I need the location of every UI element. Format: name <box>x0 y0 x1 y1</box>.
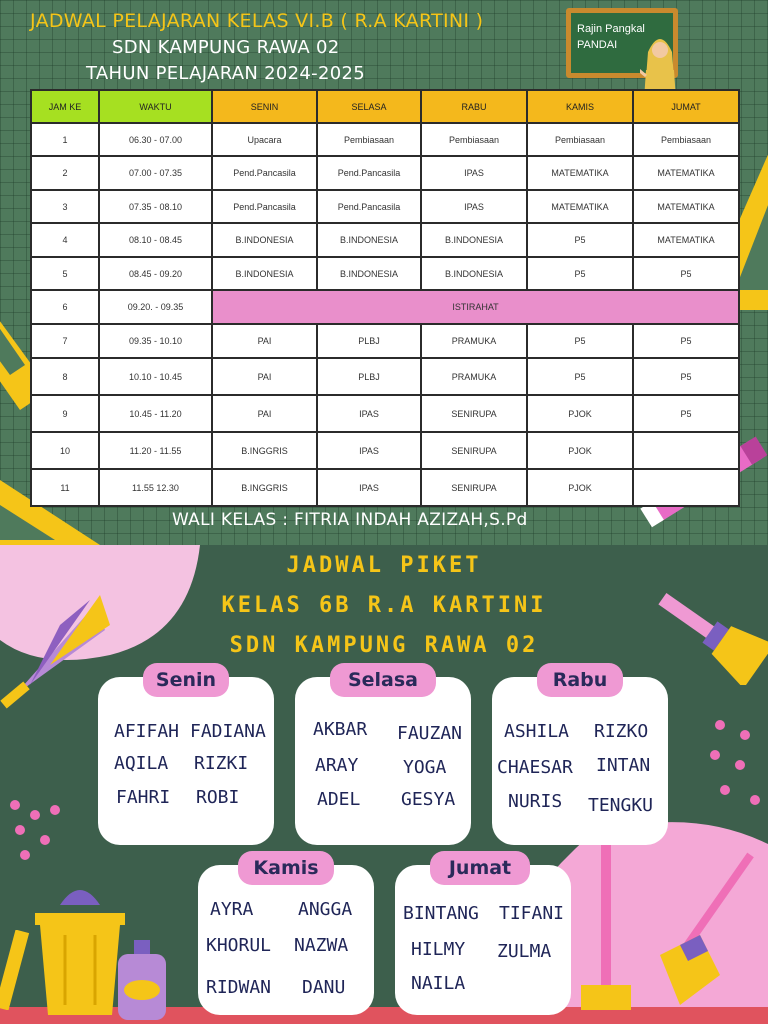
subject-cell: P5 <box>633 358 739 395</box>
subject-cell: MATEMATIKA <box>633 190 739 223</box>
day-label-rabu: Rabu <box>537 663 623 697</box>
subject-cell: Pend.Pancasila <box>317 156 421 190</box>
subject-cell: P5 <box>527 324 633 358</box>
picket-card-selasa <box>295 669 471 845</box>
period-number: 4 <box>31 223 99 257</box>
subject-cell: Upacara <box>212 123 317 156</box>
period-time: 06.30 - 07.00 <box>99 123 212 156</box>
subject-cell: IPAS <box>317 395 421 432</box>
student-name: FAUZAN <box>397 723 463 744</box>
student-name: ANGGA <box>298 899 353 920</box>
student-name: AKBAR <box>313 719 368 740</box>
schedule-row <box>31 223 739 257</box>
header-waktu: WAKTU <box>99 90 212 123</box>
student-name: ROBI <box>196 787 240 808</box>
subject-cell: MATEMATIKA <box>633 223 739 257</box>
student-name: NAZWA <box>294 935 349 956</box>
subject-cell: PLBJ <box>317 324 421 358</box>
student-name: HILMY <box>411 939 466 960</box>
header-jumat: JUMAT <box>633 90 739 123</box>
schedule-row <box>31 324 739 358</box>
subject-cell: PLBJ <box>317 358 421 395</box>
subject-cell: PJOK <box>527 432 633 469</box>
school-name: SDN KAMPUNG RAWA 02 <box>112 37 340 58</box>
subject-cell: P5 <box>633 257 739 290</box>
student-name: ZULMA <box>497 941 552 962</box>
period-time: 10.45 - 11.20 <box>99 395 212 432</box>
subject-cell: B.INGGRIS <box>212 432 317 469</box>
period-time: 08.10 - 08.45 <box>99 223 212 257</box>
header-senin: SENIN <box>212 90 317 123</box>
period-number: 3 <box>31 190 99 223</box>
subject-cell: P5 <box>527 223 633 257</box>
subject-cell: SENIRUPA <box>421 469 527 506</box>
picket-class: KELAS 6B R.A KARTINI <box>221 593 547 618</box>
picket-card-jumat <box>395 857 571 1015</box>
header-rabu: RABU <box>421 90 527 123</box>
period-number: 7 <box>31 324 99 358</box>
student-name: NURIS <box>508 791 563 812</box>
schedule-row <box>31 123 739 156</box>
student-name: KHORUL <box>206 935 272 956</box>
schedule-row <box>31 395 739 432</box>
student-name: CHAESAR <box>497 757 573 778</box>
schedule-body <box>31 123 739 506</box>
header-jam-ke: JAM KE <box>31 90 99 123</box>
subject-cell: PRAMUKA <box>421 358 527 395</box>
subject-cell: B.INDONESIA <box>421 257 527 290</box>
broom-icon <box>640 845 768 1015</box>
student-name: INTAN <box>596 755 651 776</box>
subject-cell: MATEMATIKA <box>527 190 633 223</box>
period-time: 09.20. - 09.35 <box>99 290 212 324</box>
schedule-row <box>31 432 739 469</box>
period-time: 11.55 12.30 <box>99 469 212 506</box>
period-time: 10.10 - 10.45 <box>99 358 212 395</box>
student-name: YOGA <box>403 757 447 778</box>
schedule-row <box>31 156 739 190</box>
subject-cell: P5 <box>633 395 739 432</box>
period-number: 2 <box>31 156 99 190</box>
schedule-header-row <box>31 90 739 123</box>
subject-cell: PJOK <box>527 469 633 506</box>
picket-card-rabu <box>492 669 668 845</box>
period-number: 5 <box>31 257 99 290</box>
picket-card-senin <box>98 669 274 845</box>
subject-cell: IPAS <box>421 190 527 223</box>
student-name: AYRA <box>210 899 254 920</box>
student-name: ADEL <box>317 789 361 810</box>
day-label-jumat: Jumat <box>430 851 530 885</box>
student-name: RIDWAN <box>206 977 272 998</box>
student-name: TIFANI <box>499 903 565 924</box>
student-name: GESYA <box>401 789 456 810</box>
subject-cell: B.INDONESIA <box>421 223 527 257</box>
picket-school: SDN KAMPUNG RAWA 02 <box>229 633 539 658</box>
school-year: TAHUN PELAJARAN 2024-2025 <box>86 63 365 84</box>
subject-cell: P5 <box>633 324 739 358</box>
schedule-row <box>31 469 739 506</box>
period-number: 6 <box>31 290 99 324</box>
subject-cell: Pend.Pancasila <box>212 156 317 190</box>
subject-cell: B.INDONESIA <box>317 257 421 290</box>
student-name: RIZKI <box>194 753 249 774</box>
period-time: 08.45 - 09.20 <box>99 257 212 290</box>
subject-cell: Pembiasaan <box>421 123 527 156</box>
subject-cell: B.INGGRIS <box>212 469 317 506</box>
subject-cell: Pembiasaan <box>317 123 421 156</box>
student-name: RIZKO <box>594 721 649 742</box>
board-line-1: Rajin Pangkal <box>577 23 645 35</box>
subject-cell: B.INDONESIA <box>212 223 317 257</box>
day-label-senin: Senin <box>143 663 229 697</box>
subject-cell: SENIRUPA <box>421 395 527 432</box>
subject-cell: PRAMUKA <box>421 324 527 358</box>
student-name: TENGKU <box>588 795 654 816</box>
period-time: 11.20 - 11.55 <box>99 432 212 469</box>
day-label-kamis: Kamis <box>238 851 334 885</box>
period-number: 9 <box>31 395 99 432</box>
student-name: FAHRI <box>116 787 171 808</box>
subject-cell: Pembiasaan <box>527 123 633 156</box>
subject-cell <box>633 432 739 469</box>
header-kamis: KAMIS <box>527 90 633 123</box>
student-name: AFIFAH <box>114 721 180 742</box>
period-time: 07.35 - 08.10 <box>99 190 212 223</box>
subject-cell: PAI <box>212 395 317 432</box>
subject-cell: IPAS <box>317 432 421 469</box>
subject-cell: SENIRUPA <box>421 432 527 469</box>
mop-icon <box>575 835 635 1010</box>
header-selasa: SELASA <box>317 90 421 123</box>
schedule-row <box>31 358 739 395</box>
ruler-icon <box>0 930 40 1010</box>
period-number: 8 <box>31 358 99 395</box>
subject-cell: PAI <box>212 324 317 358</box>
period-number: 11 <box>31 469 99 506</box>
picket-schedule-section <box>0 545 768 1024</box>
subject-cell: B.INDONESIA <box>212 257 317 290</box>
schedule-row <box>31 257 739 290</box>
subject-cell: IPAS <box>317 469 421 506</box>
day-label-selasa: Selasa <box>330 663 436 697</box>
subject-cell: MATEMATIKA <box>527 156 633 190</box>
student-name: BINTANG <box>403 903 479 924</box>
student-name: DANU <box>302 977 346 998</box>
subject-cell: Pend.Pancasila <box>212 190 317 223</box>
break-cell: ISTIRAHAT <box>212 290 739 324</box>
homeroom-teacher: WALI KELAS : FITRIA INDAH AZIZAH,S.Pd <box>172 510 528 530</box>
subject-cell: PJOK <box>527 395 633 432</box>
schedule-table <box>30 89 740 507</box>
schedule-row <box>31 190 739 223</box>
subject-cell: B.INDONESIA <box>317 223 421 257</box>
subject-cell: IPAS <box>421 156 527 190</box>
dots-decoration <box>700 715 768 825</box>
subject-cell <box>633 469 739 506</box>
cleaner-bottle-icon <box>112 940 172 1020</box>
picket-card-kamis <box>198 857 374 1015</box>
subject-cell: P5 <box>527 358 633 395</box>
period-number: 10 <box>31 432 99 469</box>
period-number: 1 <box>31 123 99 156</box>
subject-cell: Pend.Pancasila <box>317 190 421 223</box>
subject-cell: P5 <box>527 257 633 290</box>
period-time: 09.35 - 10.10 <box>99 324 212 358</box>
student-name: AQILA <box>114 753 169 774</box>
period-time: 07.00 - 07.35 <box>99 156 212 190</box>
dots-decoration <box>5 795 75 875</box>
student-name: NAILA <box>411 973 466 994</box>
schedule-title: JADWAL PELAJARAN KELAS VI.B ( R.A KARTINI ) <box>30 10 484 32</box>
picket-title: JADWAL PIKET <box>286 553 482 578</box>
board-line-2: PANDAI <box>577 39 618 51</box>
subject-cell: Pembiasaan <box>633 123 739 156</box>
student-name: ASHILA <box>504 721 570 742</box>
schedule-row <box>31 290 739 324</box>
subject-cell: MATEMATIKA <box>633 156 739 190</box>
student-name: FADIANA <box>190 721 266 742</box>
student-name: ARAY <box>315 755 359 776</box>
subject-cell: PAI <box>212 358 317 395</box>
